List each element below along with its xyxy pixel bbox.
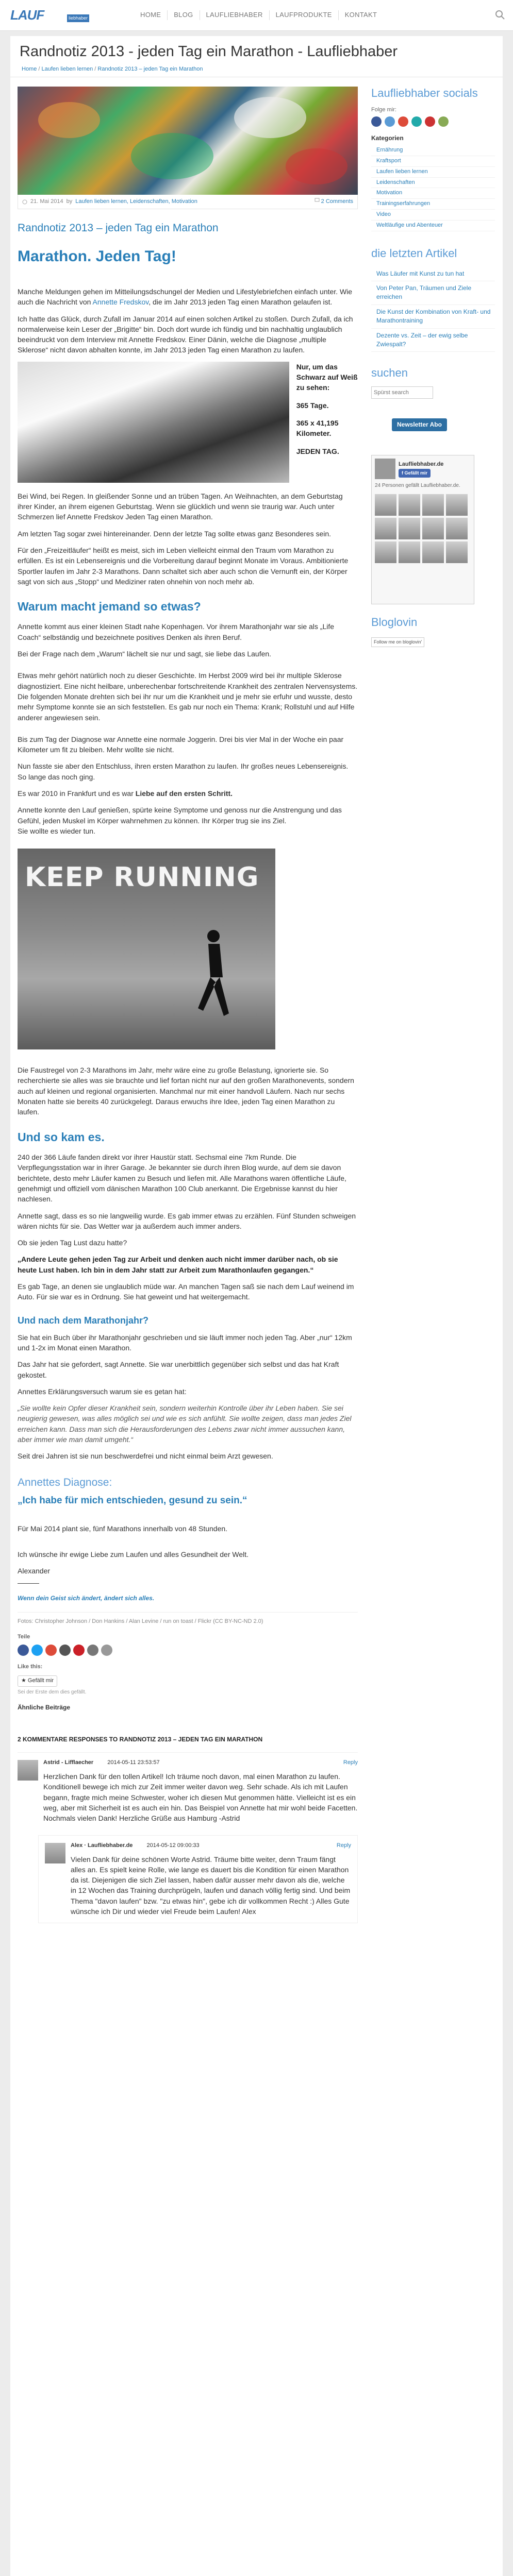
- main-nav: [134, 10, 383, 20]
- heart-icon[interactable]: [425, 116, 435, 127]
- facebook-widget: [371, 455, 474, 604]
- page-container: [10, 36, 503, 2576]
- recent-post-link[interactable]: Von Peter Pan, Träumen und Ziele erreichen: [371, 281, 495, 305]
- newsletter-button[interactable]: Newsletter Abo: [392, 418, 447, 431]
- recent-posts-list: [371, 267, 495, 352]
- facebook-icon[interactable]: [18, 1645, 29, 1656]
- paragraph: Für Mai 2014 plant sie, fünf Marathons innerhalb von 48 Stunden.: [18, 1524, 228, 1533]
- fb-page-name[interactable]: Laufliebhaber.de: [399, 461, 444, 467]
- comment-date: 2014-05-11 23:53:57: [107, 1759, 160, 1766]
- hero-image: [18, 87, 358, 195]
- paragraph: Nun fasste sie aber den Entschluss, ihren ersten Marathon zu laufen. Ihr großes neues Lebensereignis. So lange das noch ging.: [18, 762, 349, 781]
- categories-heading: Kategorien: [371, 134, 404, 142]
- comment: [18, 1752, 358, 1823]
- shoe-figure: [18, 362, 358, 483]
- nav-blog[interactable]: BLOG: [168, 10, 200, 20]
- fb-faces: [375, 494, 471, 563]
- post-date: 21. Mai 2014: [30, 198, 63, 205]
- comment-author[interactable]: Astrid - Lifflaecher: [43, 1759, 94, 1766]
- paragraph: Bei der Frage nach dem „Warum“ lächelt sie nur und sagt, sie liebe das Laufen.: [18, 650, 272, 658]
- diagnosis-heading: Annettes Diagnose:: [18, 1476, 112, 1488]
- bold-quote: „Andere Leute gehen jeden Tag zur Arbeit und denken auch nicht immer darüber nach, ob sie heute Lust haben. Ich bin in dem Jahr statt zur Arbeit zum Marathonlaufen gegangen.“: [18, 1255, 338, 1274]
- logo-sub-text: liebhaber: [67, 14, 89, 22]
- paragraph: Das Jahr hat sie gefordert, sagt Annette. Sie war unerbittlich gegenüber sich selbst und das hat Kraft gekostet.: [18, 1360, 339, 1379]
- fb-page-photo: [375, 459, 395, 479]
- bloglovin-follow-button[interactable]: Follow me on bloglovin': [371, 637, 424, 647]
- comment-meta: [43, 1759, 358, 1767]
- nav-laufprodukte[interactable]: LAUFPRODUKTE: [270, 10, 339, 20]
- print-icon[interactable]: [101, 1645, 112, 1656]
- paragraph: Etwas mehr gehört natürlich noch zu dieser Geschichte. Im Herbst 2009 wird bei ihr multiple Sklerose diagnostiziert. Eine nicht heilbare, unberechenbar fortschreitende Krankheit des zentralen Nervensystems. Die folgenden Monate drehten sich bei ihr nur um die Krankheit und je mehr sie erfuhr und wusste, desto mehr Symptome konnte sie an sich feststellen. Es gab nur noch ein Thema: Krank; Rollstuhl und auf Hilfe anderer angewiesen sein.: [18, 671, 358, 722]
- twitter-icon[interactable]: [411, 116, 422, 127]
- section-heading: Und so kam es.: [18, 1130, 105, 1144]
- sidebar-heading-recent: die letzten Artikel: [371, 247, 457, 260]
- clock-icon: [22, 199, 27, 205]
- paragraph: ———: [18, 1578, 39, 1587]
- related-heading: Ähnliche Beiträge: [18, 1704, 71, 1711]
- keep-running-text: KEEP RUNNING: [25, 862, 259, 893]
- category-item[interactable]: Weltläufige und Abenteuer: [371, 221, 495, 231]
- like-label: Like this:: [18, 1664, 43, 1670]
- title-bar: [10, 36, 503, 77]
- paragraph: Sie hat ein Buch über ihr Marathonjahr geschrieben und sie läuft immer noch jeden Tag. Aber „nur“ 12km und 1-2x im Monat einen Marathon.: [18, 1333, 352, 1352]
- paragraph: Annettes Erklärungsversuch warum sie es getan hat:: [18, 1387, 187, 1396]
- section-heading: Warum macht jemand so etwas?: [18, 600, 201, 614]
- paragraph: Es gab Tage, an denen sie unglaublich müde war. An manchen Tagen saß sie nach dem Lauf weinend im Auto. Für sie war es in Ordnung. Sie hat geweint und hat weitergemacht.: [18, 1282, 354, 1301]
- paragraph: Für den „Freizeitläufer“ heißt es meist, sich im Leben vielleicht einmal den Traum vom Marathon zu erfüllen. Es ist ein Lebensereignis und die Vorbereitung darauf beginnt Monate im Voraus. Ambitionierte Sportler laufen im Jahr 2-3 Marathons. Dann schaltet sich aber auch schon die Vernunft ein, der Körper sagt von sich aus „Stopp“ und Mediziner raten ohnehin von noch mehr ab.: [18, 546, 349, 586]
- fb-like-count: 24 Personen gefällt Laufliebhaber.de.: [375, 483, 460, 489]
- runner-silhouette: [188, 926, 234, 1029]
- comment-author[interactable]: Alex · Laufliebhaber.de: [71, 1842, 133, 1849]
- post-by: by: [66, 198, 73, 205]
- paragraph: Annette konnte den Lauf genießen, spürte keine Symptome und genoss nur die Anstrengung und das Gefühl, jeden Muskel im Körper wahrnehmen zu können. Ihr Körper trug sie ins Ziel.: [18, 806, 342, 825]
- facebook-icon[interactable]: [371, 116, 382, 127]
- paragraph: Seit drei Jahren ist sie nun beschwerdefrei und nicht einmal beim Arzt gewesen.: [18, 1452, 273, 1461]
- category-item[interactable]: Leidenschaften: [371, 178, 495, 189]
- paragraph: Manche Meldungen gehen im Mitteilungsdschungel der Medien und Lifestylebriefchen einfach unter. Wie auch die Nachricht von Annette Fredskov, die im Jahr 2013 jeden Tag einen Marathon gelaufen ist.: [18, 287, 353, 307]
- logo-text: LAUF: [10, 7, 44, 23]
- avatar: [18, 1760, 38, 1781]
- instagram-icon[interactable]: [438, 116, 449, 127]
- paragraph: Die Faustregel von 2-3 Marathons im Jahr, mehr wäre eine zu große Belastung, ignorierte sie. So recherchierte sie alles was sie brauchte und lief fortan nicht nur auf den großen Marathonevents, sondern auch auf kleinen und regional organisierten. Manchmal nur mit einer handvoll Läufern. Nach nur sechs Monaten hatte sie bereits 40 zurückgelegt. Daraus erwuchs ihre Idee, jeden Tag einen Marathon zu laufen.: [18, 1066, 354, 1116]
- breadcrumb: Home / Laufen lieben lernen / Randnotiz 2013 – jeden Tag ein Marathon: [22, 66, 203, 72]
- breadcrumb-category[interactable]: Laufen lieben lernen: [41, 66, 93, 72]
- pinterest-icon[interactable]: [73, 1645, 85, 1656]
- paragraph: Es war 2010 in Frankfurt und es war Liebe auf den ersten Schritt.: [18, 789, 233, 798]
- share-buttons: [18, 1645, 358, 1656]
- paragraph: Bis zum Tag der Diagnose war Annette eine normale Joggerin. Drei bis vier Mal in der Woche ein paar Kilometer um fit zu bleiben. Mehr wollte sie nicht.: [18, 735, 344, 754]
- shoe-caption: [296, 362, 358, 483]
- diagnosis-quote: „Ich habe für mich entschieden, gesund zu sein.“: [18, 1495, 247, 1506]
- caption-line: JEDEN TAG.: [296, 447, 339, 455]
- comment-count[interactable]: 2 Comments: [321, 198, 353, 205]
- paragraph: Am letzten Tag sogar zwei hintereinander. Denn der letzte Tag sollte etwas ganz Besonderes sein.: [18, 529, 332, 538]
- follow-label: Folge mir:: [371, 107, 396, 113]
- category-item[interactable]: Motivation: [371, 188, 495, 199]
- googleplus-icon[interactable]: [45, 1645, 57, 1656]
- paragraph: Alexander: [18, 1567, 51, 1575]
- sidebar-heading-socials: Laufliebhaber socials: [371, 87, 478, 99]
- fb-header: [375, 459, 471, 479]
- nav-home[interactable]: HOME: [134, 10, 168, 20]
- recent-post-link[interactable]: Dezente vs. Zeit – der ewig selbe Zwiespalt?: [371, 329, 495, 352]
- breadcrumb-home[interactable]: Home: [22, 66, 37, 72]
- sidebar-heading-bloglovin: Bloglovin: [371, 616, 418, 629]
- paragraph: Ich wünsche ihr ewige Liebe zum Laufen und alles Gesundheit der Welt.: [18, 1550, 249, 1558]
- top-header: [0, 0, 513, 31]
- bold-phrase: Liebe auf den ersten Schritt.: [135, 789, 233, 798]
- share-label: Teile: [18, 1634, 30, 1640]
- reply-link[interactable]: Reply: [343, 1759, 358, 1766]
- avatar: [45, 1843, 65, 1863]
- signature-slogan: Wenn dein Geist sich ändert, ändert sich alles.: [18, 1594, 155, 1602]
- bloglovin-icon[interactable]: [385, 116, 395, 127]
- breadcrumb-current[interactable]: Randnotiz 2013 – jeden Tag ein Marathon: [97, 66, 203, 72]
- comment-body: Herzlichen Dank für den tollen Artikel! Ich träume noch davon, mal einen Marathon zu laufen. Konditionell bewege ich mich zur Zeit immer weiter davon weg. Sehr schade. Als ich mit Laufen begann, fragte mich meine Schwester, woher ich diesen Mut genommen hätte. Vielleicht ist es ein weg, aber mit Sicherheit ist es auch ein hin. Das Beispiel von Annette hat mir wohl beide Facetten. Nochmals vielen Dank! Herzliche Grüße aus Hamburg -Astrid: [43, 1772, 358, 1823]
- paragraph: Annette sagt, dass es so nie langweilig wurde. Es gab immer etwas zu erzählen. Fünf Stunden schweigen wären nichts für sie. Das Wetter war ja außerdem auch immer anders.: [18, 1211, 356, 1230]
- recent-post-link[interactable]: Was Läufer mit Kunst zu tun hat: [371, 267, 495, 281]
- section-heading: Und nach dem Marathonjahr?: [18, 1315, 149, 1326]
- paragraph: Bei Wind, bei Regen. In gleißender Sonne und an trüben Tagen. An Weihnachten, an dem Geburtstag ihrer Kinder, an ihrem eigenen Geburtstag. Wenn sie glücklich und wenn sie traurig war. Auch unter Schmerzen lief Annette Fredskov Jeden Tag einen Marathon.: [18, 492, 343, 521]
- keep-running-image: [18, 849, 275, 1049]
- paragraph: 240 der 366 Läufe fanden direkt vor ihrer Haustür statt. Sechsmal eine 7km Runde. Die Verpflegungsstation war in ihrer Garage. Je bekannter sie durch ihren Blog wurde, auf dem sie davon berichtete, desto mehr Läufer kamen zu Besuch und liefen mit. Alle Marathons waren öffentliche Läufe, genehmigt und offiziell vom dänischen Marathon 100 Club anerkannt. Die Ergebnisse kannst du hier nachlesen.: [18, 1153, 346, 1204]
- categories-list: [371, 145, 495, 232]
- tumblr-icon[interactable]: [59, 1645, 71, 1656]
- social-icons: [371, 116, 495, 127]
- reply-link[interactable]: Reply: [336, 1842, 351, 1849]
- caption-line: 365 Tage.: [296, 401, 329, 410]
- post-categories[interactable]: Laufen lieben lernen, Leidenschaften, Motivation: [75, 198, 197, 205]
- nav-kontakt[interactable]: KONTAKT: [344, 11, 377, 19]
- annette-link[interactable]: Annette Fredskov: [92, 298, 149, 307]
- article-title: Randnotiz 2013 – jeden Tag ein Marathon: [18, 222, 219, 234]
- fb-like-button[interactable]: f Gefällt mir: [399, 469, 431, 478]
- recent-post-link[interactable]: Die Kunst der Kombination von Kraft- und Marathontraining: [371, 305, 495, 329]
- comment-body: Vielen Dank für deine schönen Worte Astrid. Träume bitte weiter, denn Traum fängt alles an. Es spielt keine Rolle, wie lange es dauert bis die Kondition für einen Marathon da ist. Diejenigen die sich Ziel lassen, haben dafür ausser mehr davon als die, welche in 12 Wochen das Training durchprügeln, laufen und danach völlig fertig sind. Und beim Thema "davon laufen" bzw. "zu etwas hin", gebe ich dir vollkommen Recht :) Alles Gute wünsche ich Dir und wieder viel Freude beim Laufen! Alex: [71, 1855, 351, 1916]
- comment-meta: [71, 1842, 351, 1850]
- category-item[interactable]: Laufen lieben lernen: [371, 167, 495, 178]
- caption-line: 365 x 41,195 Kilometer.: [296, 418, 339, 438]
- twitter-icon[interactable]: [31, 1645, 43, 1656]
- search-input[interactable]: [371, 386, 433, 399]
- category-item[interactable]: Video: [371, 210, 495, 221]
- article-subhead: Marathon. Jeden Tag!: [18, 248, 176, 265]
- paragraph: Ob sie jeden Tag Lust dazu hatte?: [18, 1239, 127, 1247]
- category-item[interactable]: Ernährung: [371, 145, 495, 156]
- running-shoes-image: [18, 362, 289, 483]
- category-item[interactable]: Trainingserfahrungen: [371, 199, 495, 210]
- comment-reply: [38, 1835, 358, 1924]
- sidebar-heading-search: suchen: [371, 366, 408, 380]
- comments-heading: 2 KOMMENTARE RESPONSES TO RANDNOTIZ 2013 – JEDEN TAG EIN MARATHON: [18, 1735, 263, 1743]
- like-note: Sei der Erste dem dies gefällt.: [18, 1689, 87, 1695]
- photo-credits: Fotos: Christopher Johnson / Don Hankins / Alan Levine / run on toast / Flickr (CC BY-NC-ND 2.0): [18, 1612, 358, 1626]
- comment-count-wrap: [315, 198, 353, 206]
- comment-date: 2014-05-12 09:00:33: [146, 1842, 200, 1849]
- nav-laufliebhaber[interactable]: LAUFLIEBHABER: [200, 10, 270, 20]
- sidebar: [371, 87, 495, 647]
- like-button[interactable]: ★ Gefällt mir: [18, 1675, 57, 1687]
- comment-icon: [315, 198, 320, 203]
- page-title: Randnotiz 2013 - jeden Tag ein Marathon - Laufliebhaber: [20, 43, 398, 60]
- site-logo[interactable]: [10, 7, 103, 23]
- paragraph: Sie wollte es wieder tun.: [18, 826, 95, 835]
- post-meta: [18, 195, 358, 209]
- paragraph: Ich hatte das Glück, durch Zufall im Januar 2014 auf einen solchen Artikel zu stoßen. Durch Zufall, da ich normalerweise kein Leser der „Brigitte“ bin. Doch dort wurde ich fündig und bin nachhaltig unglaublich beeindruckt von dem Interview mit Annette Fredskov. Einer Dänin, welche die Diagnose „multiple Sklerose“ nicht davon abhalten konnte, im Jahr 2013 jeden Tag einen Marathon zu laufen.: [18, 314, 353, 354]
- paragraph: Annette kommt aus einer kleinen Stadt nahe Kopenhagen. Vor ihrem Marathonjahr war sie als „Life Coach“ selbständig und bezeichnete positives Denken als ihren Beruf.: [18, 622, 335, 641]
- googleplus-icon[interactable]: [398, 116, 408, 127]
- caption-line: Nur, um das Schwarz auf Weiß zu sehen:: [296, 362, 358, 392]
- email-icon[interactable]: [87, 1645, 98, 1656]
- category-item[interactable]: Kraftsport: [371, 156, 495, 167]
- block-quote: „Sie wollte kein Opfer dieser Krankheit sein, sondern weiterhin Kontrolle über ihr Leben haben. Sie sei neugierig gewesen, was alles möglich sei und wie es sich anfühlt. Sie wollte zeigen, dass man jedes Ziel erreichen kann. Dass man sich die Herausforderungen des Lebens zwar nicht immer aussuchen kann, aber immer wie man damit umgeht.“: [18, 1404, 352, 1444]
- search-icon[interactable]: [494, 9, 506, 21]
- main-content: [18, 87, 358, 1935]
